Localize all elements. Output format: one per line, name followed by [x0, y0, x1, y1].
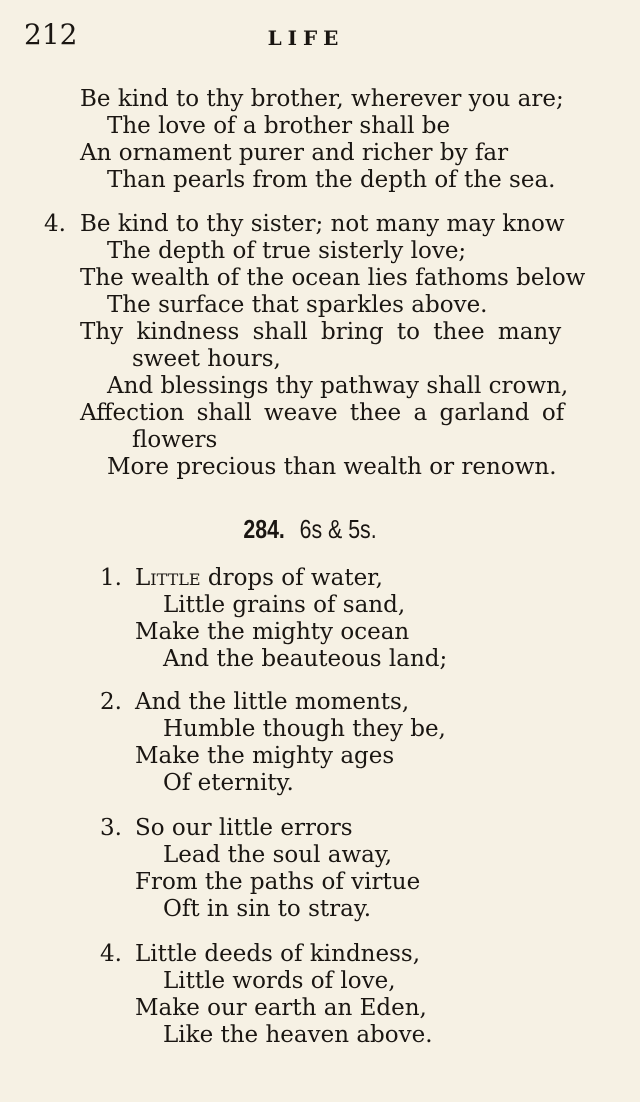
stanza-number: 3. — [100, 815, 122, 841]
verse-line: Be kind to thy brother, wherever you are; — [80, 86, 564, 112]
page-number: 212 — [24, 18, 78, 51]
verse-line: flowers — [132, 427, 218, 453]
hymn-meter: 6s & 5s. — [299, 514, 377, 544]
verse-line: Of eternity. — [163, 770, 294, 796]
verse-line: And the little moments, — [135, 689, 410, 715]
verse-line — [135, 565, 383, 591]
verse-line: And the beauteous land; — [163, 646, 448, 672]
verse-line-rest: drops of water, — [200, 565, 383, 591]
stanza-number: 4. — [100, 941, 122, 967]
hymn-number: 284. — [243, 514, 285, 544]
verse-line: The love of a brother shall be — [107, 113, 451, 139]
verse-line: More precious than wealth or renown. — [107, 454, 557, 480]
verse-line: Make the mighty ages — [135, 743, 395, 769]
verse-line: sweet hours, — [132, 346, 281, 372]
stanza-number: 2. — [100, 689, 122, 715]
verse-line: Oft in sin to stray. — [163, 896, 372, 922]
verse-line: And blessings thy pathway shall crown, — [107, 373, 569, 399]
verse-line: The wealth of the ocean lies fathoms below — [80, 265, 586, 291]
verse-line: The surface that sparkles above. — [107, 292, 488, 318]
verse-line: Little grains of sand, — [163, 592, 406, 618]
verse-line: The depth of true sisterly love; — [107, 238, 467, 264]
verse-line: From the paths of virtue — [135, 869, 421, 895]
verse-line: So our little errors — [135, 815, 353, 841]
running-head: LIFE — [267, 26, 345, 50]
verse-line: Be kind to thy sister; not many may know — [80, 211, 565, 237]
verse-line: Little deeds of kindness, — [135, 941, 421, 967]
verse-line: Make the mighty ocean — [135, 619, 410, 645]
verse-line: Lead the soul away, — [163, 842, 393, 868]
verse-line: Humble though they be, — [163, 716, 446, 742]
stanza-number: 4. — [44, 211, 66, 237]
verse-line: Thy kindness shall bring to thee many — [80, 319, 562, 345]
verse-line: Than pearls from the depth of the sea. — [107, 167, 556, 193]
stanza-number: 1. — [100, 565, 122, 591]
verse-line: Like the heaven above. — [163, 1022, 433, 1048]
hymn-heading — [56, 514, 564, 545]
verse-line: Little words of love, — [163, 968, 396, 994]
drop-word: Little — [135, 565, 201, 591]
verse-line: An ornament purer and richer by far — [80, 140, 509, 166]
verse-line: Affection shall weave thee a garland of — [80, 400, 565, 426]
verse-line: Make our earth an Eden, — [135, 995, 427, 1021]
